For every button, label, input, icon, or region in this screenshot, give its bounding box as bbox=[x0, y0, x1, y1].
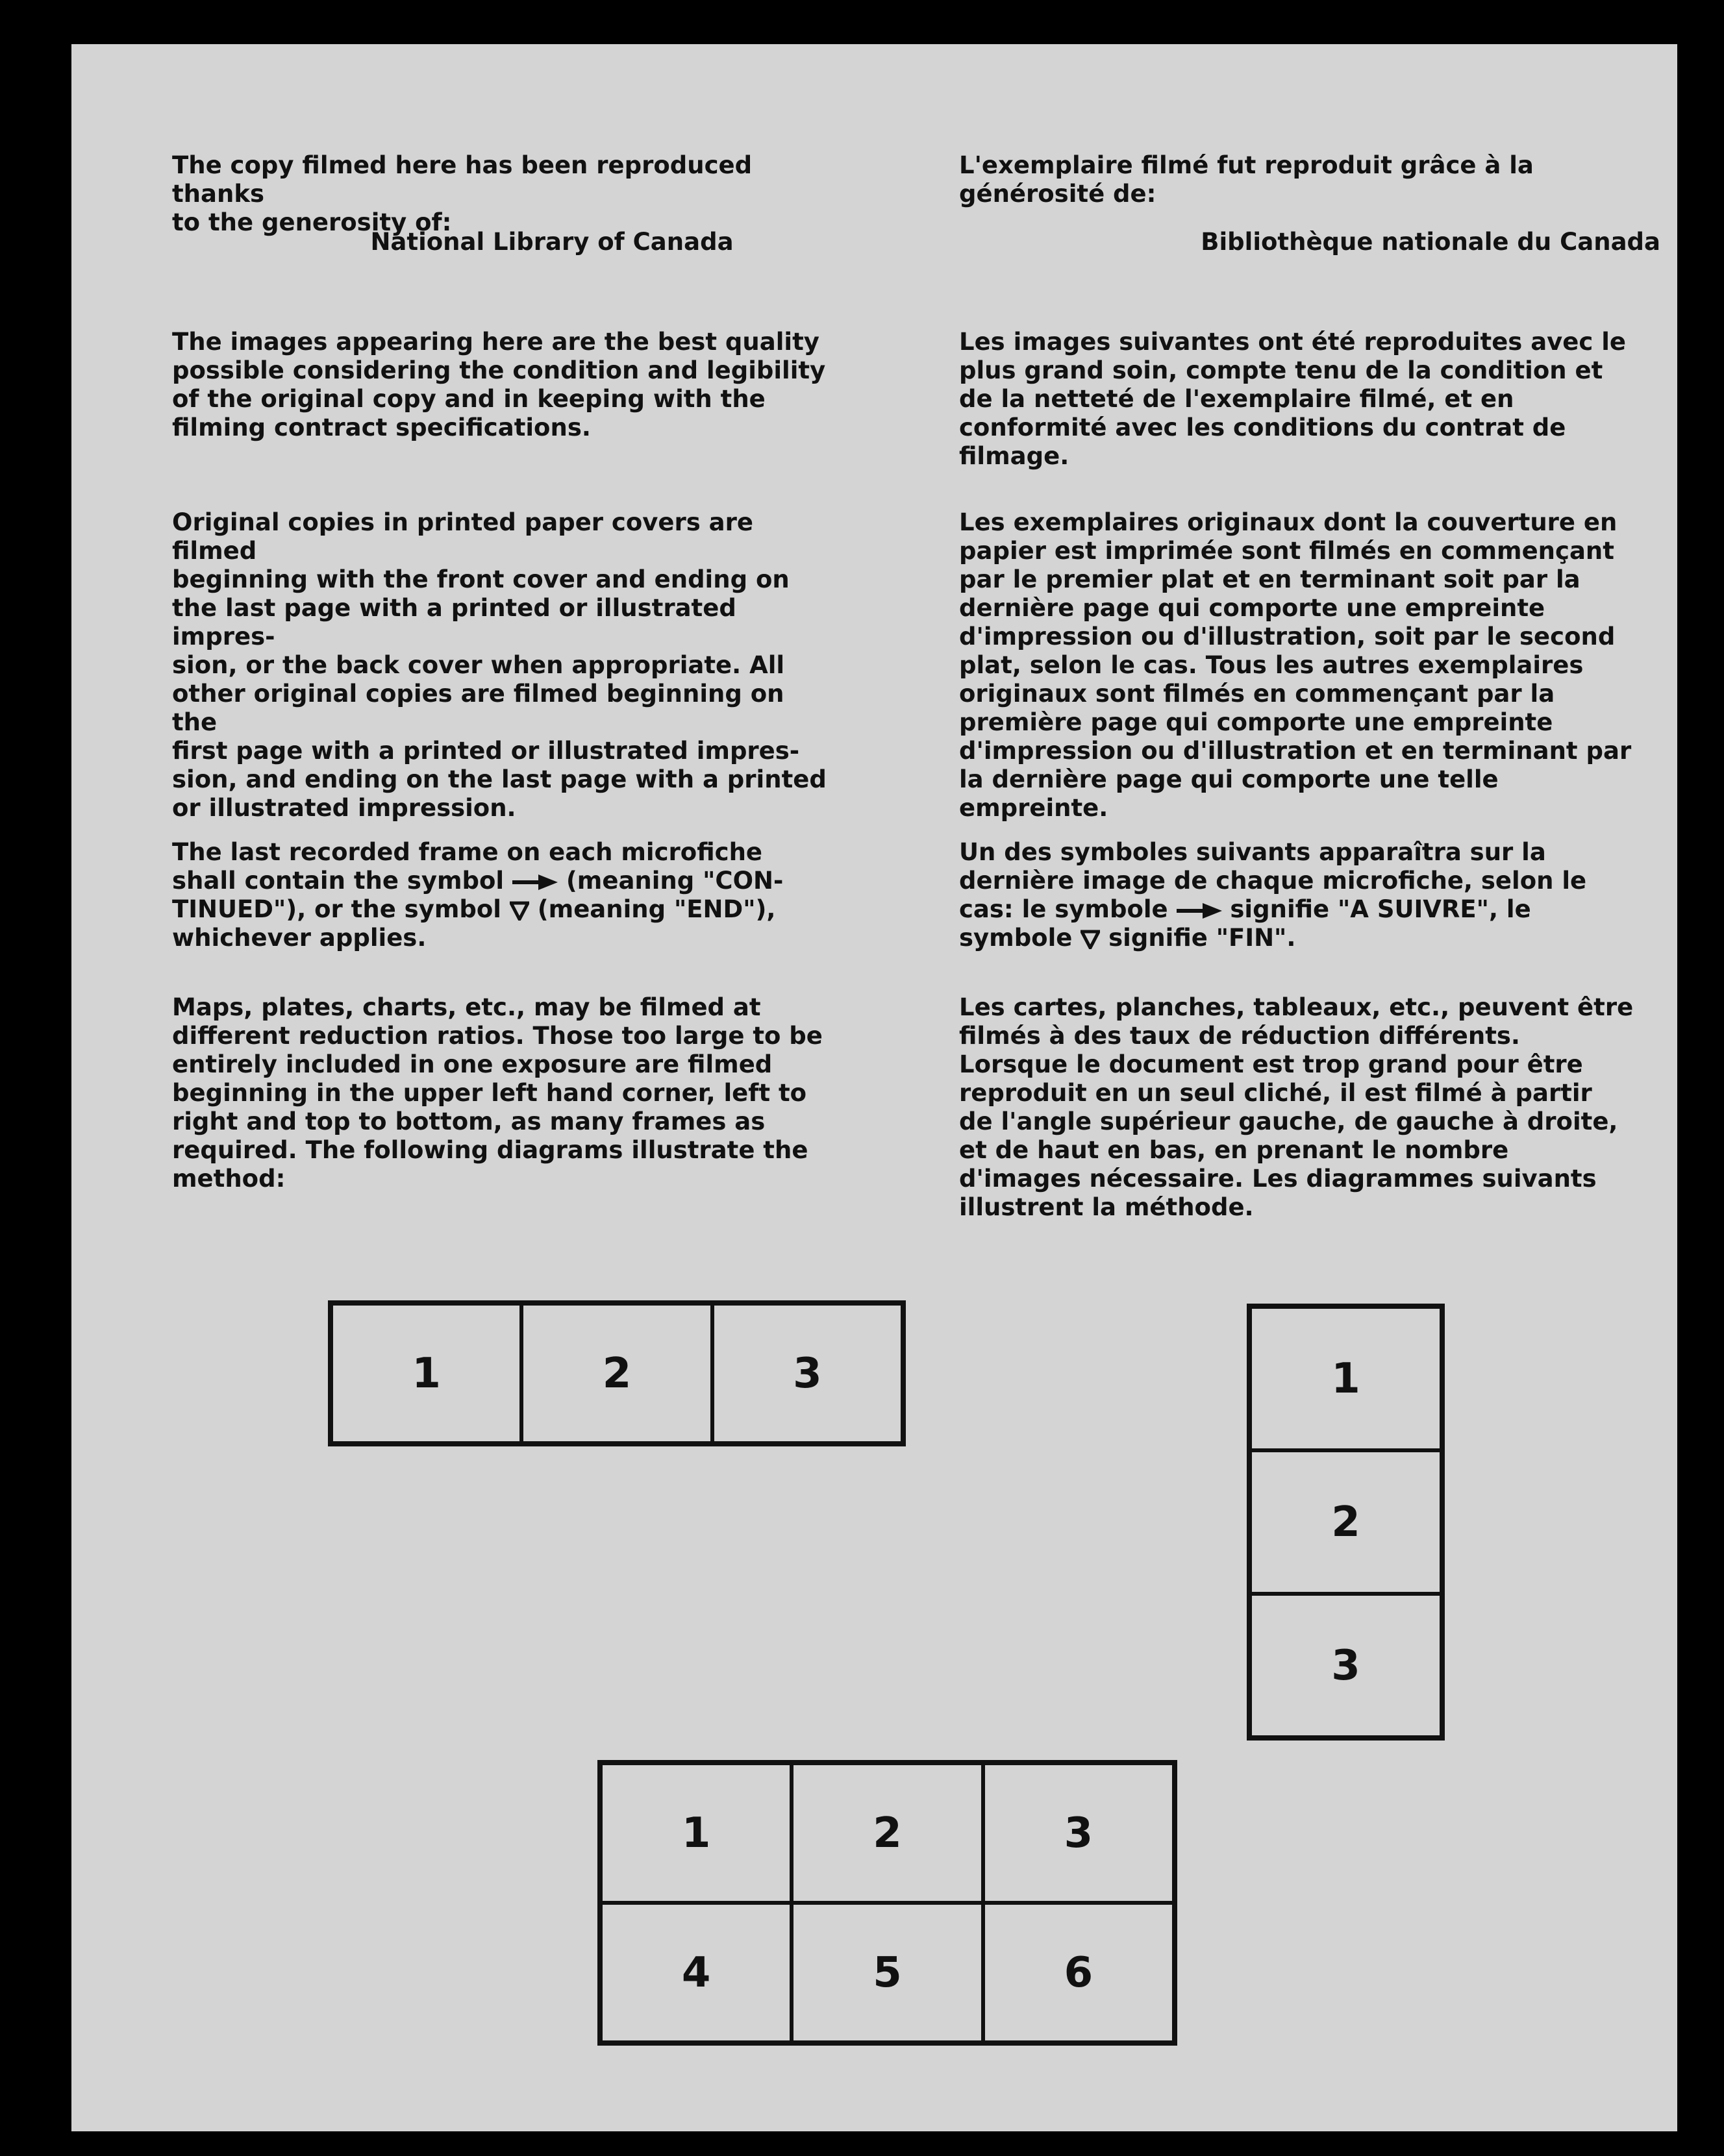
diagram-grid-frames bbox=[597, 1760, 1177, 2046]
library-name-en: National Library of Canada bbox=[370, 228, 734, 256]
symbols-text-a: Un des symboles suivants apparaîtra sur la dernière image de chaque microfiche, selon le cas: le symbole bbox=[959, 838, 1587, 923]
frame-cell: 6 bbox=[983, 1903, 1174, 2042]
originals-paragraph-fr: Les exemplaires originaux dont la couverture en papier est imprimée sont filmés en commençant par le premier plat et en terminant soit par la dernière page qui comporte une empreinte d'impression ou d'illustration, soit par le second plat, selon le cas. Tous les autres exemplaires originaux sont filmés en commençant par la première page qui comporte une empreinte d'impression ou d'illustration et en terminant par la dernière page qui comporte une telle empreinte. bbox=[959, 508, 1632, 822]
arrow-right-icon bbox=[512, 873, 558, 892]
originals-paragraph-en: Original copies in printed paper covers are filmed beginning with the front cover and ending on the last page with a printed or illustrated impres- sion, or the back cover when appropriate. All other original copies are filmed beginning on the first page with a printed or illustrated impres- sion, and ending on the last page with a printed or illustrated impression. bbox=[172, 508, 827, 822]
frame-cell: 3 bbox=[712, 1304, 903, 1443]
symbols-text-c: (meaning "END"), whichever applies. bbox=[172, 895, 776, 952]
frame-cell: 2 bbox=[792, 1763, 982, 1903]
frame-cell: 2 bbox=[521, 1304, 712, 1443]
quality-paragraph-en: The images appearing here are the best quality possible considering the condition and legibility of the original copy and in keeping with the filming contract specifications. bbox=[172, 328, 826, 441]
triangle-down-icon bbox=[1081, 930, 1100, 949]
symbols-paragraph-en bbox=[172, 838, 783, 952]
diagram-vertical-frames bbox=[1247, 1304, 1445, 1741]
symbols-text-c: signifie "FIN". bbox=[1100, 924, 1296, 952]
diagram-horizontal-frames bbox=[328, 1300, 906, 1446]
intro-fr: L'exemplaire filmé fut reproduit grâce à la générosité de: bbox=[959, 151, 1534, 208]
symbols-paragraph-fr bbox=[959, 838, 1586, 952]
frame-cell: 2 bbox=[1250, 1450, 1442, 1594]
maps-paragraph-en: Maps, plates, charts, etc., may be filmed at different reduction ratios. Those too large to be entirely included in one exposure are filmed beginning in the upper left hand corner, left to right and top to bottom, as many frames as required. The following diagrams illustrate the method: bbox=[172, 993, 823, 1193]
library-name-fr: Bibliothèque nationale du Canada bbox=[1201, 228, 1660, 256]
arrow-right-icon bbox=[1177, 901, 1222, 921]
symbols-text-a: The last recorded frame on each microfiche shall contain the symbol bbox=[172, 838, 763, 895]
frame-cell: 1 bbox=[331, 1304, 521, 1443]
frame-cell: 3 bbox=[1250, 1594, 1442, 1737]
intro-en: The copy filmed here has been reproduced thanks to the generosity of: bbox=[172, 151, 753, 236]
frame-cell: 4 bbox=[601, 1903, 792, 2042]
frame-cell: 5 bbox=[792, 1903, 982, 2042]
maps-paragraph-fr: Les cartes, planches, tableaux, etc., peuvent être filmés à des taux de réduction différents. Lorsque le document est trop grand pour être reproduit en un seul cliché, il est filmé à partir de l'angle supérieur gauche, de gauche à droite, et de haut en bas, en prenant le nombre d'images nécessaire. Les diagrammes suivants illustrent la méthode. bbox=[959, 993, 1634, 1221]
symbols-text-b: (meaning "CON- TINUED"), or the symbol bbox=[172, 867, 784, 923]
frame-cell: 1 bbox=[1250, 1307, 1442, 1450]
frame-cell: 1 bbox=[601, 1763, 792, 1903]
symbols-text-b: signifie "A SUIVRE", le symbole bbox=[959, 895, 1531, 952]
triangle-down-icon bbox=[510, 901, 529, 921]
frame-cell: 3 bbox=[983, 1763, 1174, 1903]
quality-paragraph-fr: Les images suivantes ont été reproduites avec le plus grand soin, compte tenu de la condition et de la netteté de l'exemplaire filmé, et en conformité avec les conditions du contrat de filmage. bbox=[959, 328, 1626, 470]
document-page bbox=[71, 44, 1677, 2131]
